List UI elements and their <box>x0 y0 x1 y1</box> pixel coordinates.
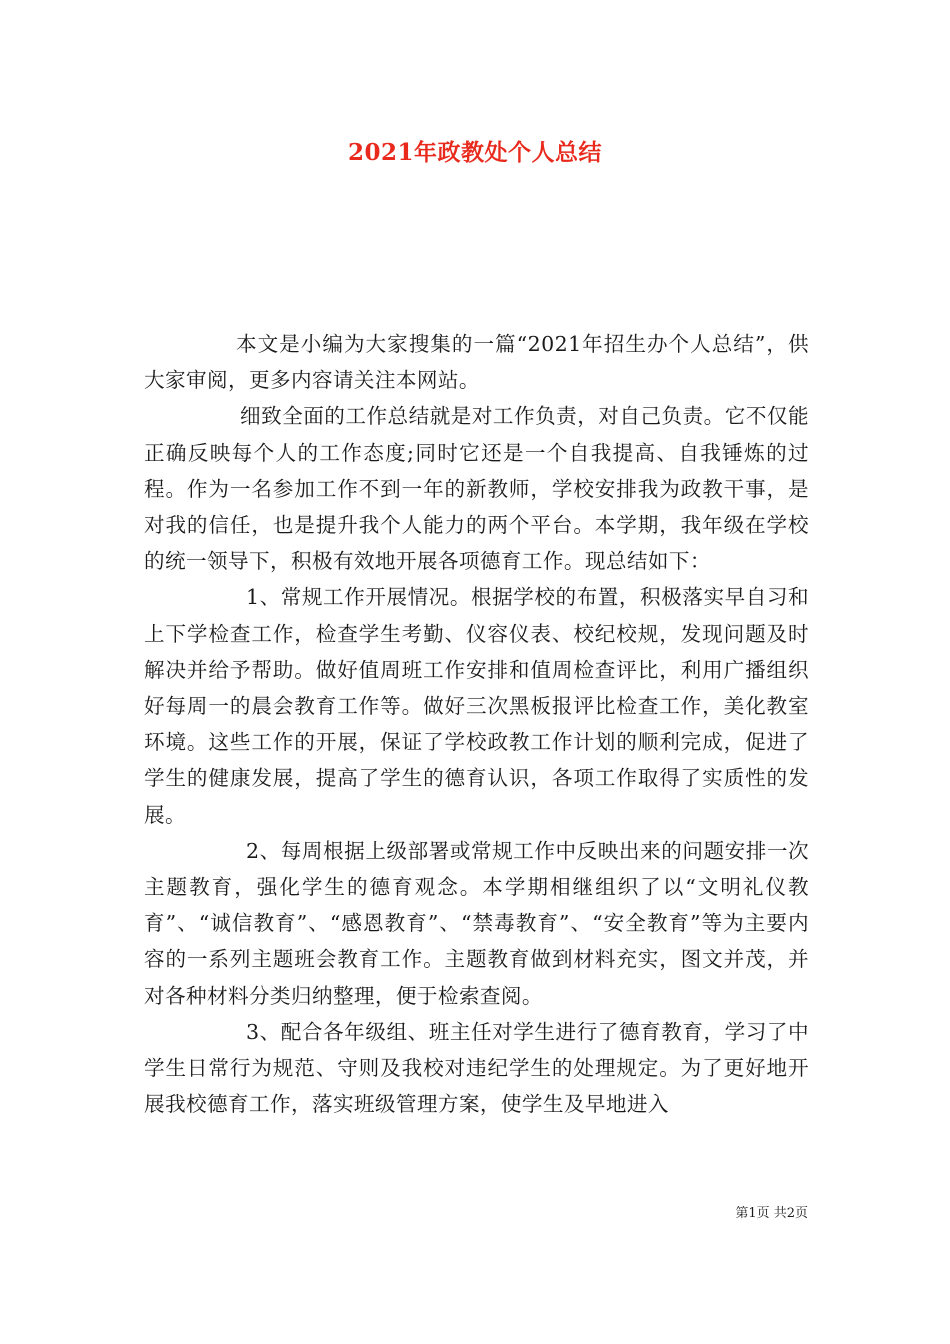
paragraph-item-3: 3、配合各年级组、班主任对学生进行了德育教育，学习了中学生日常行为规范、守则及我校对违纪学生的处理规定。为了更好地开展我校德育工作，落实班级管理方案，使学生及早地进入 <box>144 1019 809 1117</box>
page-footer: 第1页 共2页 <box>735 1206 808 1221</box>
paragraph-item-1: 1、常规工作开展情况。根据学校的布置，积极落实早自习和上下学检查工作，检查学生考勤、仪容仪表、校纪校规，发现问题及时解决并给予帮助。做好值周班工作安排和值周检查评比，利用广播组织好每周一的晨会教育工作等。做好三次黑板报评比检查工作，美化教室环境。这些工作的开展，保证了学校政教工作计划的顺利完成，促进了学生的健康发展，提高了学生的德育认识，各项工作取得了实质性的发展。 <box>144 585 809 827</box>
paragraph-item-2: 2、每周根据上级部署或常规工作中反映出来的问题安排一次主题教育，强化学生的德育观念。本学期相继组织了以“文明礼仪教育”、“诚信教育”、“感恩教育”、“禁毒教育”、“安全教育”等为主要内容的一系列主题班会教育工作。主题教育做到材料充实，图文并茂，并对各种材料分类归纳整理，便于检索查阅。 <box>144 838 809 1008</box>
paragraph-summary: 细致全面的工作总结就是对工作负责，对自己负责。它不仅能正确反映每个人的工作态度;同时它还是一个自我提高、自我锤炼的过程。作为一名参加工作不到一年的新教师，学校安排我为政教干事，是对我的信任，也是提升我个人能力的两个平台。本学期，我年级在学校的统一领导下，积极有效地开展各项德育工作。现总结如下： <box>144 404 809 574</box>
paragraph-intro: 本文是小编为大家搜集的一篇“2021年招生办个人总结”，供大家审阅，更多内容请关注本网站。 <box>144 332 809 393</box>
document-body <box>144 326 809 1122</box>
document-title: 2021年政教处个人总结 <box>347 139 602 166</box>
